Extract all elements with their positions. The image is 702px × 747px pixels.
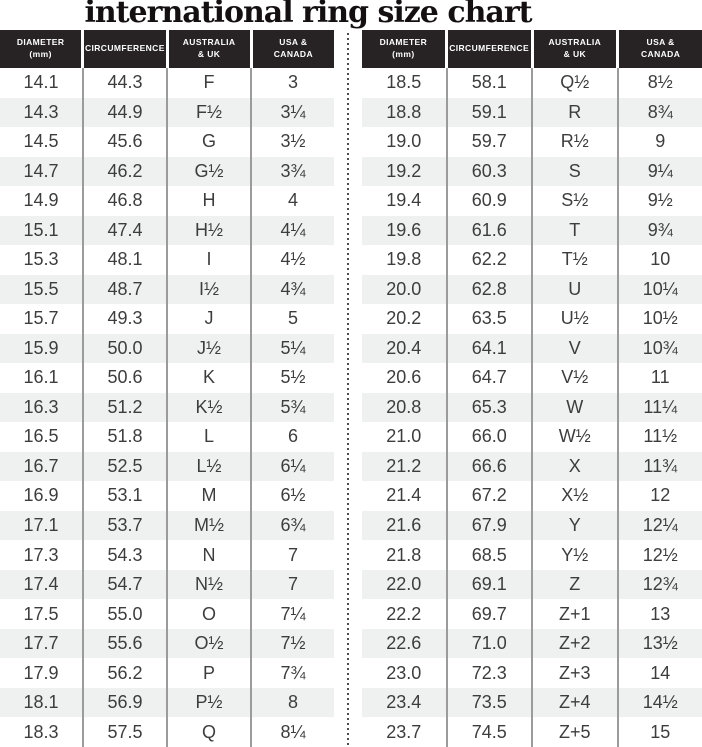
cell-australia-uk: N½ [166, 570, 250, 600]
cell-diameter-mm: 19.8 [386, 249, 422, 270]
cell-australia-uk: L [166, 422, 250, 452]
cell-diameter-mm: 14.5 [23, 131, 59, 152]
cell-usa-canada: 4¼ [250, 216, 334, 246]
table-row [362, 481, 702, 511]
cell-australia-uk: N [166, 540, 250, 570]
cell-diameter-mm: 15.7 [23, 308, 59, 329]
cell-australia-uk: M½ [166, 511, 250, 541]
cell-circumference: 54.3 [82, 540, 166, 570]
cell-australia-uk: M [166, 481, 250, 511]
cell-australia-uk: V [531, 334, 617, 364]
table-row [362, 304, 702, 334]
cell-australia-uk: R [531, 98, 617, 128]
cell-diameter-mm: 23.7 [386, 721, 422, 742]
table-row [362, 393, 702, 423]
cell-usa-canada: 14 [617, 658, 702, 688]
table-row [0, 186, 334, 216]
table-row [0, 717, 334, 747]
cell-diameter-mm: 20.2 [386, 308, 422, 329]
header-line: & UK [563, 49, 587, 59]
cell-diameter-mm: 20.4 [386, 337, 422, 358]
table-row [362, 629, 702, 659]
cell-australia-uk: I½ [166, 275, 250, 305]
cell-diameter-mm: 19.6 [386, 219, 422, 240]
header-circumference [81, 30, 165, 68]
table-row [0, 452, 334, 482]
cell-diameter-mm: 22.2 [386, 603, 422, 624]
header-line: DIAMETER [379, 37, 428, 48]
cell-australia-uk: Z [531, 570, 617, 600]
cell-usa-canada: 6 [250, 422, 334, 452]
cell-australia-uk: T½ [531, 245, 617, 275]
cell-usa-canada: 4 [250, 186, 334, 216]
cell-usa-canada: 3½ [250, 127, 334, 157]
cell-australia-uk: H [166, 186, 250, 216]
cell-circumference: 59.1 [446, 98, 532, 128]
header-line: USA & [279, 37, 308, 48]
cell-circumference: 64.7 [446, 363, 532, 393]
cell-usa-canada: 11½ [617, 422, 702, 452]
cell-usa-canada: 4½ [250, 245, 334, 275]
cell-australia-uk: R½ [531, 127, 617, 157]
cell-circumference: 69.1 [446, 570, 532, 600]
cell-circumference: 63.5 [446, 304, 532, 334]
cell-usa-canada: 13½ [617, 629, 702, 659]
cell-australia-uk: U½ [531, 304, 617, 334]
cell-usa-canada: 9¼ [617, 157, 702, 187]
cell-circumference: 64.1 [446, 334, 532, 364]
cell-circumference: 55.0 [82, 599, 166, 629]
cell-usa-canada: 8¾ [617, 98, 702, 128]
table-row [362, 186, 702, 216]
cell-circumference: 65.3 [446, 393, 532, 423]
table-row [362, 599, 702, 629]
cell-australia-uk: U [531, 275, 617, 305]
cell-usa-canada: 13 [617, 599, 702, 629]
cell-circumference: 66.0 [446, 422, 532, 452]
cell-circumference: 48.7 [82, 275, 166, 305]
table-header-row [0, 30, 334, 68]
cell-usa-canada: 15 [617, 717, 702, 747]
cell-usa-canada: 5 [250, 304, 334, 334]
ring-size-table-left [0, 30, 334, 747]
cell-diameter-mm: 16.7 [23, 455, 59, 476]
cell-diameter-mm: 18.1 [23, 692, 59, 713]
cell-diameter-mm: 17.7 [23, 633, 59, 654]
cell-diameter-mm: 16.3 [23, 396, 59, 417]
table-row [362, 98, 702, 128]
cell-usa-canada: 7¼ [250, 599, 334, 629]
cell-circumference: 56.2 [82, 658, 166, 688]
cell-circumference: 71.0 [446, 629, 532, 659]
cell-diameter-mm: 23.0 [386, 662, 422, 683]
cell-australia-uk: Y [531, 511, 617, 541]
cell-circumference: 68.5 [446, 540, 532, 570]
cell-australia-uk: G½ [166, 157, 250, 187]
cell-circumference: 57.5 [82, 717, 166, 747]
cell-usa-canada: 11¼ [617, 393, 702, 423]
cell-usa-canada: 8½ [617, 68, 702, 98]
cell-usa-canada: 8¼ [250, 717, 334, 747]
cell-diameter-mm: 22.0 [386, 574, 422, 595]
header-line: CIRCUMFERENCE [449, 43, 530, 54]
cell-diameter-mm: 19.0 [386, 131, 422, 152]
table-row [362, 570, 702, 600]
cell-circumference: 53.7 [82, 511, 166, 541]
cell-circumference: 62.2 [446, 245, 532, 275]
cell-australia-uk: L½ [166, 452, 250, 482]
cell-diameter-mm: 16.1 [23, 367, 59, 388]
table-row [362, 540, 702, 570]
cell-diameter-mm: 14.3 [23, 101, 59, 122]
cell-australia-uk: T [531, 216, 617, 246]
cell-diameter-mm: 17.9 [23, 662, 59, 683]
cell-usa-canada: 12¼ [617, 511, 702, 541]
cell-diameter-mm: 14.9 [23, 190, 59, 211]
cell-diameter-mm: 14.7 [23, 160, 59, 181]
table-row [362, 216, 702, 246]
cell-usa-canada: 6½ [250, 481, 334, 511]
cell-circumference: 74.5 [446, 717, 532, 747]
cell-circumference: 66.6 [446, 452, 532, 482]
cell-usa-canada: 9½ [617, 186, 702, 216]
cell-circumference: 50.6 [82, 363, 166, 393]
cell-circumference: 67.9 [446, 511, 532, 541]
table-body [362, 68, 702, 747]
cell-diameter-mm: 18.5 [386, 72, 422, 93]
cell-usa-canada: 5¾ [250, 393, 334, 423]
cell-usa-canada: 7 [250, 570, 334, 600]
cell-australia-uk: W½ [531, 422, 617, 452]
table-row [362, 717, 702, 747]
table-row [0, 127, 334, 157]
page-title: international ring size chart [84, 0, 532, 30]
cell-circumference: 44.9 [82, 98, 166, 128]
cell-usa-canada: 3 [250, 68, 334, 98]
table-row [0, 98, 334, 128]
header-usa-canada [616, 30, 702, 68]
header-circumference [445, 30, 531, 68]
cell-australia-uk: P½ [166, 688, 250, 718]
cell-usa-canada: 11¾ [617, 452, 702, 482]
table-row [0, 363, 334, 393]
cell-circumference: 44.3 [82, 68, 166, 98]
cell-diameter-mm: 16.5 [23, 426, 59, 447]
cell-usa-canada: 12¾ [617, 570, 702, 600]
table-row [362, 334, 702, 364]
cell-australia-uk: F [166, 68, 250, 98]
cell-circumference: 51.8 [82, 422, 166, 452]
cell-australia-uk: X [531, 452, 617, 482]
header-line: AUSTRALIA [182, 37, 236, 48]
cell-usa-canada: 3¾ [250, 157, 334, 187]
cell-usa-canada: 12 [617, 481, 702, 511]
cell-usa-canada: 6¾ [250, 511, 334, 541]
ring-size-table-right [362, 30, 702, 747]
cell-diameter-mm: 21.8 [386, 544, 422, 565]
table-row [0, 481, 334, 511]
cell-australia-uk: Q [166, 717, 250, 747]
cell-diameter-mm: 21.4 [386, 485, 422, 506]
cell-australia-uk: W [531, 393, 617, 423]
table-row [0, 304, 334, 334]
cell-australia-uk: K [166, 363, 250, 393]
table-row [0, 157, 334, 187]
cell-usa-canada: 10¾ [617, 334, 702, 364]
cell-usa-canada: 6¼ [250, 452, 334, 482]
header-line: & UK [197, 49, 221, 59]
cell-australia-uk: I [166, 245, 250, 275]
cell-usa-canada: 5½ [250, 363, 334, 393]
cell-circumference: 58.1 [446, 68, 532, 98]
header-australia-uk [166, 30, 250, 68]
table-row [362, 658, 702, 688]
cell-diameter-mm: 23.4 [386, 692, 422, 713]
header-line: USA & [646, 37, 675, 48]
header-diameter-mm [362, 30, 445, 68]
cell-diameter-mm: 19.2 [386, 160, 422, 181]
table-row [362, 275, 702, 305]
table-body [0, 68, 334, 747]
cell-usa-canada: 9¾ [617, 216, 702, 246]
cell-circumference: 72.3 [446, 658, 532, 688]
table-row [0, 422, 334, 452]
header-line: (mm) [392, 49, 415, 59]
cell-circumference: 61.6 [446, 216, 532, 246]
header-line: CANADA [273, 49, 313, 59]
table-row [0, 216, 334, 246]
cell-australia-uk: S [531, 157, 617, 187]
cell-diameter-mm: 17.4 [23, 574, 59, 595]
cell-circumference: 67.2 [446, 481, 532, 511]
cell-usa-canada: 14½ [617, 688, 702, 718]
cell-usa-canada: 7½ [250, 629, 334, 659]
cell-australia-uk: F½ [166, 98, 250, 128]
table-row [0, 570, 334, 600]
cell-circumference: 51.2 [82, 393, 166, 423]
cell-diameter-mm: 20.0 [386, 278, 422, 299]
cell-diameter-mm: 16.9 [23, 485, 59, 506]
table-row [362, 452, 702, 482]
cell-diameter-mm: 17.1 [23, 514, 59, 535]
cell-circumference: 49.3 [82, 304, 166, 334]
header-line: CANADA [641, 49, 681, 59]
cell-australia-uk: Y½ [531, 540, 617, 570]
table-row [0, 393, 334, 423]
cell-diameter-mm: 18.8 [386, 101, 422, 122]
cell-australia-uk: Q½ [531, 68, 617, 98]
cell-diameter-mm: 20.6 [386, 367, 422, 388]
table-row [0, 511, 334, 541]
table-row [0, 275, 334, 305]
table-row [0, 629, 334, 659]
header-line: AUSTRALIA [548, 37, 602, 48]
table-row [0, 688, 334, 718]
cell-circumference: 46.2 [82, 157, 166, 187]
cell-diameter-mm: 21.2 [386, 455, 422, 476]
cell-circumference: 62.8 [446, 275, 532, 305]
cell-diameter-mm: 20.8 [386, 396, 422, 417]
cell-usa-canada: 3¼ [250, 98, 334, 128]
cell-diameter-mm: 15.5 [23, 278, 59, 299]
dotted-separator [347, 33, 349, 745]
header-line: DIAMETER [16, 37, 65, 48]
cell-usa-canada: 10½ [617, 304, 702, 334]
cell-diameter-mm: 21.6 [386, 514, 422, 535]
cell-circumference: 69.7 [446, 599, 532, 629]
cell-diameter-mm: 15.3 [23, 249, 59, 270]
table-header-row [362, 30, 702, 68]
cell-circumference: 45.6 [82, 127, 166, 157]
cell-australia-uk: O½ [166, 629, 250, 659]
header-australia-uk [531, 30, 617, 68]
table-row [0, 658, 334, 688]
table-row [362, 127, 702, 157]
cell-australia-uk: H½ [166, 216, 250, 246]
cell-diameter-mm: 21.0 [386, 426, 422, 447]
table-row [0, 599, 334, 629]
cell-australia-uk: K½ [166, 393, 250, 423]
cell-circumference: 59.7 [446, 127, 532, 157]
cell-diameter-mm: 15.1 [23, 219, 59, 240]
cell-circumference: 56.9 [82, 688, 166, 718]
cell-circumference: 53.1 [82, 481, 166, 511]
cell-circumference: 47.4 [82, 216, 166, 246]
cell-australia-uk: S½ [531, 186, 617, 216]
cell-australia-uk: Z+4 [531, 688, 617, 718]
header-usa-canada [250, 30, 334, 68]
cell-diameter-mm: 17.5 [23, 603, 59, 624]
table-row [362, 157, 702, 187]
cell-diameter-mm: 17.3 [23, 544, 59, 565]
cell-australia-uk: J [166, 304, 250, 334]
cell-circumference: 60.9 [446, 186, 532, 216]
cell-circumference: 55.6 [82, 629, 166, 659]
table-row [362, 422, 702, 452]
cell-diameter-mm: 19.4 [386, 190, 422, 211]
cell-circumference: 73.5 [446, 688, 532, 718]
cell-australia-uk: Z+5 [531, 717, 617, 747]
cell-circumference: 50.0 [82, 334, 166, 364]
table-row [362, 245, 702, 275]
cell-circumference: 54.7 [82, 570, 166, 600]
cell-australia-uk: V½ [531, 363, 617, 393]
cell-usa-canada: 9 [617, 127, 702, 157]
cell-usa-canada: 10¼ [617, 275, 702, 305]
table-row [0, 540, 334, 570]
table-row [362, 363, 702, 393]
table-row [362, 68, 702, 98]
cell-diameter-mm: 22.6 [386, 633, 422, 654]
cell-usa-canada: 4¾ [250, 275, 334, 305]
cell-australia-uk: Z+3 [531, 658, 617, 688]
cell-australia-uk: P [166, 658, 250, 688]
cell-usa-canada: 10 [617, 245, 702, 275]
cell-usa-canada: 5¼ [250, 334, 334, 364]
cell-australia-uk: O [166, 599, 250, 629]
table-row [0, 334, 334, 364]
cell-diameter-mm: 18.3 [23, 721, 59, 742]
cell-usa-canada: 7¾ [250, 658, 334, 688]
header-line: CIRCUMFERENCE [84, 43, 165, 54]
cell-usa-canada: 7 [250, 540, 334, 570]
cell-circumference: 48.1 [82, 245, 166, 275]
cell-diameter-mm: 14.1 [23, 72, 59, 93]
cell-circumference: 52.5 [82, 452, 166, 482]
cell-australia-uk: J½ [166, 334, 250, 364]
cell-australia-uk: X½ [531, 481, 617, 511]
cell-australia-uk: Z+1 [531, 599, 617, 629]
cell-diameter-mm: 15.9 [23, 337, 59, 358]
cell-circumference: 60.3 [446, 157, 532, 187]
table-row [0, 245, 334, 275]
header-line: (mm) [29, 49, 52, 59]
cell-australia-uk: Z+2 [531, 629, 617, 659]
cell-usa-canada: 12½ [617, 540, 702, 570]
table-row [362, 511, 702, 541]
header-diameter-mm [0, 30, 81, 68]
cell-australia-uk: G [166, 127, 250, 157]
cell-circumference: 46.8 [82, 186, 166, 216]
table-row [362, 688, 702, 718]
table-row [0, 68, 334, 98]
cell-usa-canada: 11 [617, 363, 702, 393]
cell-usa-canada: 8 [250, 688, 334, 718]
